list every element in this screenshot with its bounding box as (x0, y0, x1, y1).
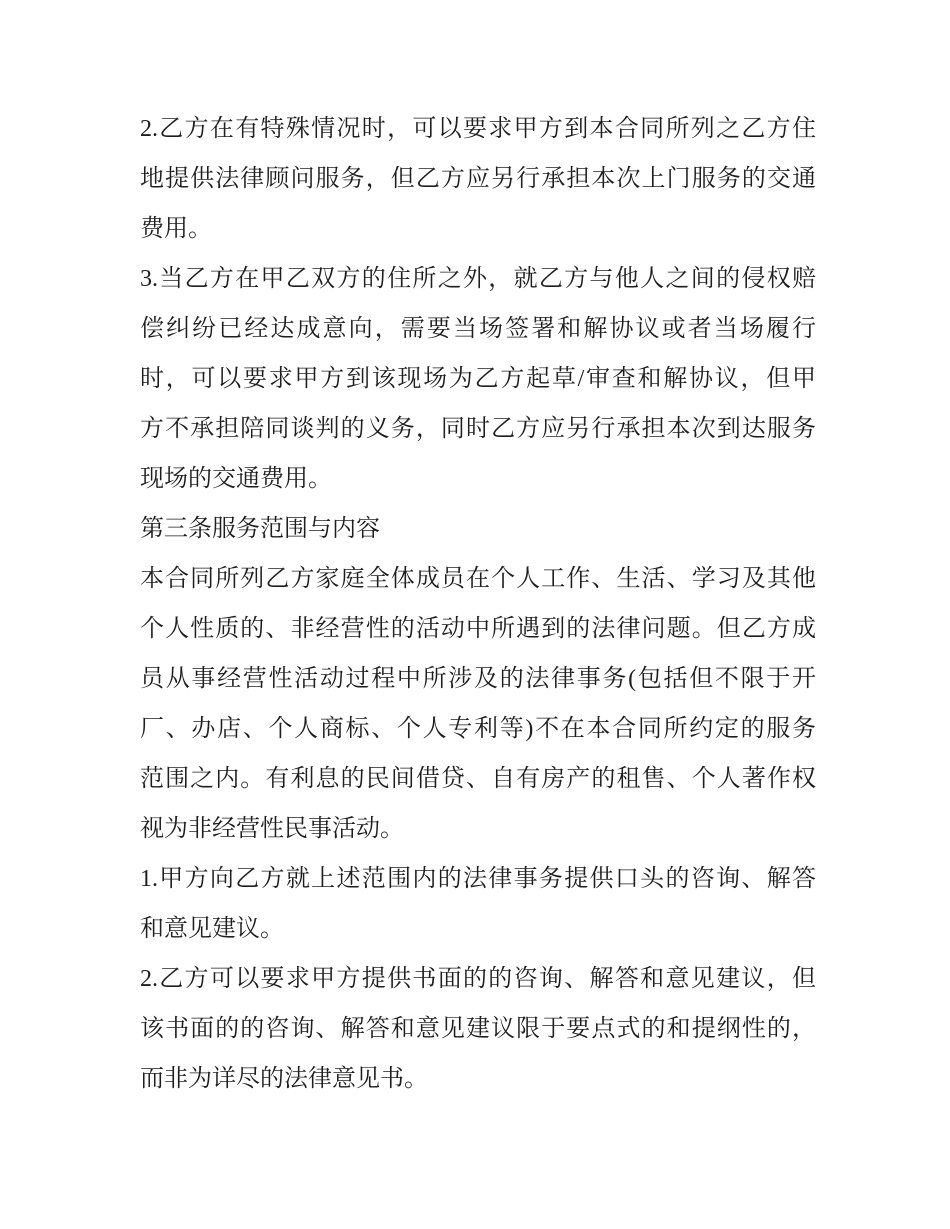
text-line: 而非为详尽的法律意见书。 (140, 1066, 428, 1092)
text-line: 厂、办店、个人商标、个人专利等)不在本合同所约定的服务 (140, 716, 816, 742)
text-line: 个人性质的、非经营性的活动中所遇到的法律问题。但乙方成 (140, 616, 816, 642)
text-line: 范围之内。有利息的民间借贷、自有房产的租售、个人著作权 (140, 766, 816, 792)
document-body (140, 104, 816, 1104)
text-line: 1.甲方向乙方就上述范围内的法律事务提供口头的咨询、解答 (140, 866, 816, 892)
text-line: 视为非经营性民事活动。 (140, 816, 404, 842)
text-line: 本合同所列乙方家庭全体成员在个人工作、生活、学习及其他 (140, 566, 816, 592)
text-line: 2.乙方可以要求甲方提供书面的的咨询、解答和意见建议，但 (140, 966, 816, 992)
text-line: 现场的交通费用。 (140, 466, 332, 492)
text-line: 地提供法律顾问服务，但乙方应另行承担本次上门服务的交通 (140, 166, 816, 192)
text-line: 偿纠纷已经达成意向，需要当场签署和解协议或者当场履行 (140, 316, 816, 342)
text-line: 员从事经营性活动过程中所涉及的法律事务(包括但不限于开 (140, 666, 816, 692)
text-line: 时，可以要求甲方到该现场为乙方起草/审查和解协议，但甲 (140, 366, 816, 392)
text-line: 费用。 (140, 216, 212, 242)
text-line: 和意见建议。 (140, 916, 284, 942)
text-line: 该书面的的咨询、解答和意见建议限于要点式的和提纲性的， (140, 1016, 816, 1042)
section-heading: 第三条服务范围与内容 (140, 516, 380, 542)
text-line: 2.乙方在有特殊情况时，可以要求甲方到本合同所列之乙方住 (140, 116, 816, 142)
text-line: 3.当乙方在甲乙双方的住所之外，就乙方与他人之间的侵权赔 (140, 266, 816, 292)
text-line: 方不承担陪同谈判的义务，同时乙方应另行承担本次到达服务 (140, 416, 816, 442)
